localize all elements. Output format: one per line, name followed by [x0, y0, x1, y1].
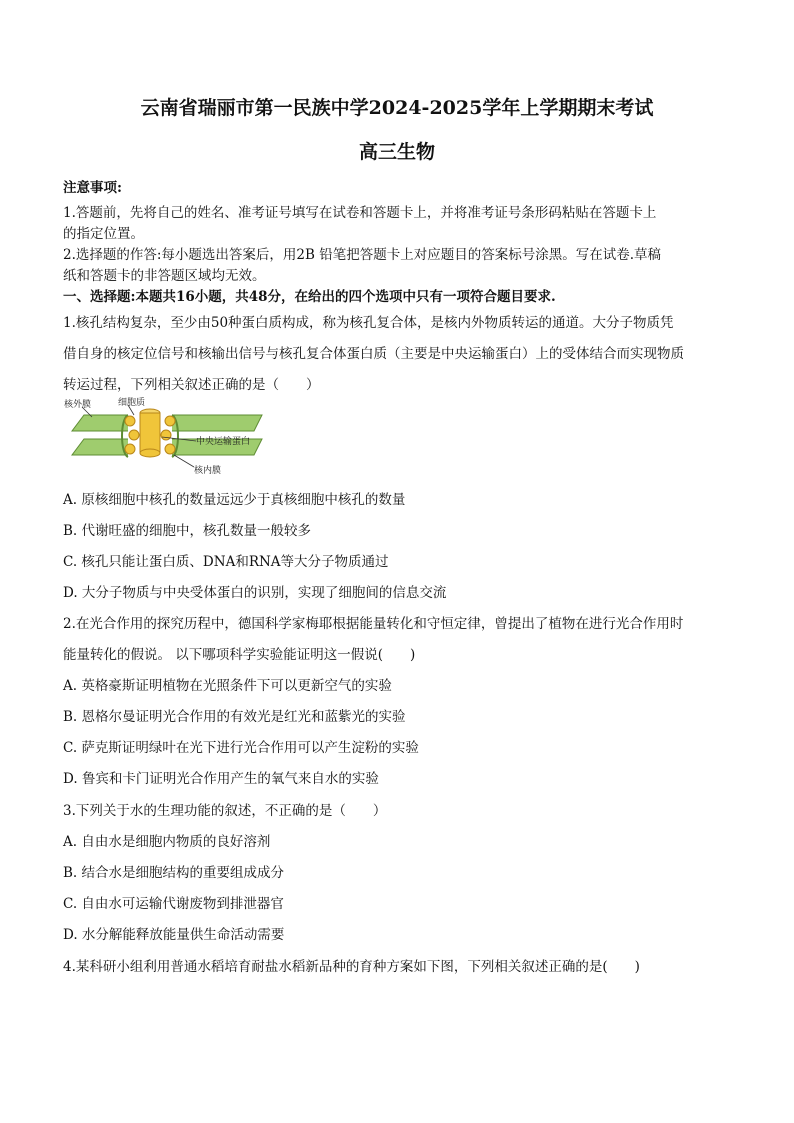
nuclear-pore-diagram	[62, 397, 282, 479]
notes-item2-line2: 纸和答题卡的非答题区域均无效。	[63, 268, 266, 284]
q3-stem-line1: 3.下列关于水的生理功能的叙述，不正确的是（ ）	[63, 803, 387, 819]
q1-option-b: B. 代谢旺盛的细胞中，核孔数量一般较多	[63, 523, 312, 539]
label-central-protein: 中央运输蛋白	[196, 437, 251, 447]
q1-stem-line3: 转运过程，下列相关叙述正确的是（ ）	[63, 377, 320, 393]
q1-option-d: D. 大分子物质与中央受体蛋白的识别，实现了细胞间的信息交流	[63, 585, 447, 601]
q3-option-d: D. 水分解能释放能量供生命活动需要	[63, 927, 285, 943]
ring-protein	[165, 444, 175, 454]
exam-subtitle: 高三生物	[358, 141, 435, 163]
q1-stem-line1: 1.核孔结构复杂，至少由50种蛋白质构成，称为核孔复合体，是核内外物质转运的通道。大分子物质凭	[63, 315, 674, 331]
label-cytoplasm: 细胞质	[118, 398, 146, 408]
q1-stem-line2: 借自身的核定位信号和核输出信号与核孔复合体蛋白质（主要是中央运输蛋白）上的受体结合而实现物质	[63, 346, 684, 362]
q2-option-d: D. 鲁宾和卡门证明光合作用产生的氧气来自水的实验	[63, 771, 379, 787]
q2-option-c: C. 萨克斯证明绿叶在光下进行光合作用可以产生淀粉的实验	[63, 740, 419, 756]
q3-option-c: C. 自由水可运输代谢废物到排泄器官	[63, 896, 284, 912]
central-transport-protein	[140, 413, 160, 453]
q2-stem-line2: 能量转化的假说。 以下哪项科学实验能证明这一假说( )	[63, 647, 416, 663]
section1-heading: 一、选择题:本题共16小题，共48分，在给出的四个选项中只有一项符合题目要求.	[63, 289, 556, 305]
q2-option-b: B. 恩格尔曼证明光合作用的有效光是红光和蓝紫光的实验	[63, 709, 406, 725]
q3-option-b: B. 结合水是细胞结构的重要组成成分	[63, 865, 285, 881]
q1-option-c: C. 核孔只能让蛋白质、DNA和RNA等大分子物质通过	[63, 554, 389, 570]
notes-item1-line1: 1.答题前，先将自己的姓名、准考证号填写在试卷和答题卡上，并将准考证号条形码粘贴在答题卡上	[63, 205, 657, 221]
ring-protein	[125, 416, 135, 426]
q3-option-a: A. 自由水是细胞内物质的良好溶剂	[63, 834, 271, 850]
notes-heading: 注意事项:	[63, 180, 122, 196]
q4-stem-line1: 4.某科研小组利用普通水稻培育耐盐水稻新品种的育种方案如下图，下列相关叙述正确的是( )	[63, 959, 640, 975]
label-inner-membrane: 核内膜	[194, 466, 222, 476]
q2-option-a: A. 英格豪斯证明植物在光照条件下可以更新空气的实验	[63, 678, 392, 694]
ring-protein	[125, 444, 135, 454]
q2-stem-line1: 2.在光合作用的探究历程中，德国科学家梅耶根据能量转化和守恒定律，曾提出了植物在进行光合作用时	[63, 616, 684, 632]
exam-title: 云南省瑞丽市第一民族中学2024-2025学年上学期期末考试	[140, 97, 654, 119]
q1-option-a: A. 原核细胞中核孔的数量远远少于真核细胞中核孔的数量	[63, 492, 406, 508]
ring-protein	[165, 416, 175, 426]
ring-protein	[129, 430, 139, 440]
notes-item1-line2: 的指定位置。	[63, 226, 144, 242]
notes-item2-line1: 2.选择题的作答:每小题选出答案后，用2B 铅笔把答题卡上对应题目的答案标号涂黑。写在试卷.草稿	[63, 247, 662, 263]
ring-protein	[161, 430, 171, 440]
label-outer-membrane: 核外膜	[64, 400, 92, 410]
